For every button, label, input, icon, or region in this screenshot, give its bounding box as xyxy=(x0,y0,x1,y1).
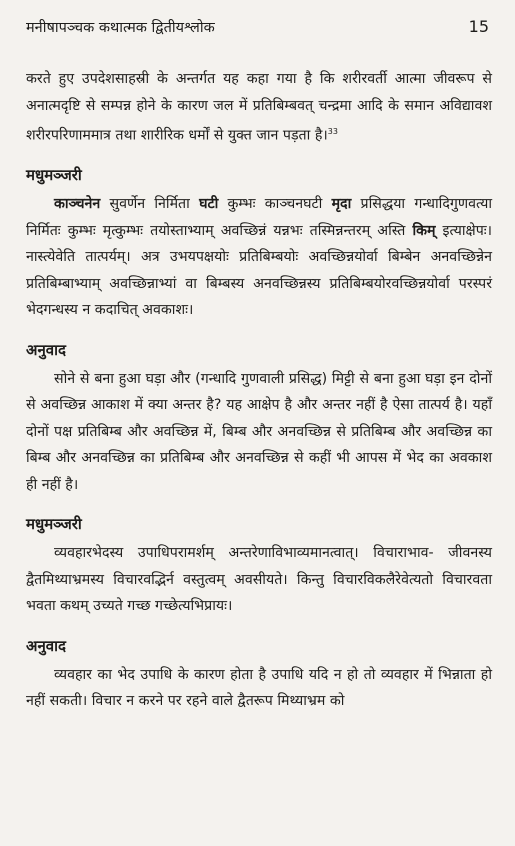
commentary-paragraph-2: व्यवहारभेदस्य उपाधिपरामर्शम् अन्तरेणाविभाव्यमानत्वात्। विचाराभाव- जीवनस्य द्वैतमिथ्याभ्रमस्य विचारवद्भिर्न वस्तुत्वम् अवसीयते। किन्तु विचारविकलैरेवेत्यतो विचारवता भवता कथम् उच्यते गच्छ गच्छेत्यभिप्रायः। xyxy=(26,545,492,615)
bold-term: घटी xyxy=(199,196,219,213)
translation-paragraph-2: व्यवहार का भेद उपाधि के कारण होता है उपाधि यदि न हो तो व्यवहार में भिन्नाता हो नहीं सकती। विचार न करने पर रहने वाले द्वैतरूप मिथ्याभ्रम को xyxy=(26,666,492,710)
bold-term: मृदा xyxy=(331,196,352,213)
section-heading-madhumanjari-2: मधुमञ्जरी xyxy=(26,515,82,534)
commentary-text: कुम्भः काञ्चनघटी xyxy=(218,196,332,213)
commentary-text: इत्याक्षेपः। नास्त्येवेति तात्पर्यम्। अत्र उभयपक्षयोः प्रतिबिम्बयोः अवच्छिन्नयोर्वा बिम्बेन अनवच्छिन्नेन प्रतिबिम्बाभ्याम् अवच्छिन्नाभ्यां वा बिम्बस्य अनवच्छिन्नस्य प्रतिबिम्बयोरवच्छिन्नयोर्वा परस्परं भेदगन्धस्य न कदाचित् अवकाशः। xyxy=(26,222,493,319)
commentary-text: सुवर्णेन निर्मिता xyxy=(100,196,200,213)
translation-paragraph-1: सोने से बना हुआ घड़ा और (गन्धादि गुणवाली प्रसिद्ध) मिट्टी से बना हुआ घड़ा इन दोनों से अवच्छिन्न आकाश में क्या अन्तर है? यह आक्षेप है और अन्तर नहीं है ऐसा तात्पर्य है। यहाँ दोनों पक्ष प्रतिबिम्ब और अवच्छिन्न में, बिम्ब और अनवच्छिन्न से प्रतिबिम्ब और अवच्छिन्न का बिम्ब और अनवच्छिन्न का प्रतिबिम्ब और अनवच्छिन्न से कहीं भी आपस में भेद का अवकाश ही नहीं है। xyxy=(26,370,492,493)
page-number: 15 xyxy=(468,17,489,36)
footnote-ref: 33 xyxy=(327,127,338,136)
intro-text: करते हुए उपदेशसाहस्री के अन्तर्गत यह कहा गया है कि शरीरवर्ती आत्मा जीवरूप से अनात्मदृष्टि से सम्पन्न होने के कारण जल में प्रतिबिम्बवत् चन्द्रमा आदि के समान अविद्यावश शरीरपरिणाममात्र तथा शारीरिक धर्मों से युक्त जान पड़ता है। xyxy=(26,71,492,144)
section-heading-madhumanjari-1: मधुमञ्जरी xyxy=(26,166,82,185)
commentary-paragraph-1 xyxy=(26,191,492,324)
running-title: मनीषापञ्चक कथात्मक द्वितीयश्लोक xyxy=(26,20,215,36)
section-heading-anuvad-1: अनुवाद xyxy=(26,340,66,359)
bold-term: किम् xyxy=(412,222,436,239)
intro-paragraph xyxy=(26,66,492,149)
page-body xyxy=(26,66,492,715)
section-heading-anuvad-2: अनुवाद xyxy=(26,636,66,655)
commentary-text: प्रसिद्धया गन्धादिगुणवत्या निर्मितः कुम्भः मृत्कुम्भः तयोस्ताभ्याम् अवच्छिन्नं यन्नभः तस्मिन्नन्तरम् अस्ति xyxy=(26,196,493,239)
bold-term: काञ्चनेन xyxy=(54,196,101,213)
